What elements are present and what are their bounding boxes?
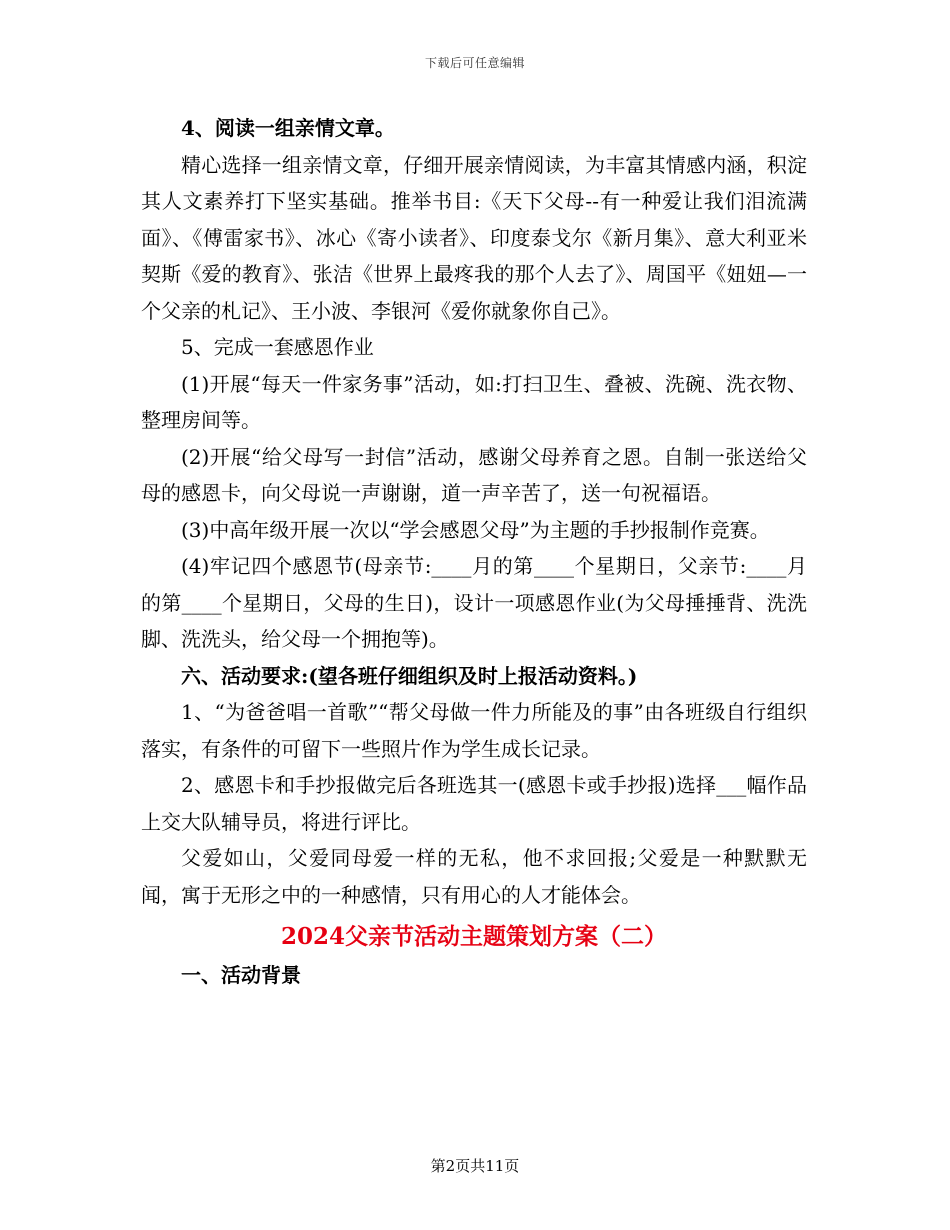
- paragraph-homework-4: (4)牢记四个感恩节(母亲节:____月的第____个星期日，父亲节:____月的第____个星期日，父母的生日)，设计一项感恩作业(为父母捶捶背、洗洗脚、洗洗头，给父母一个拥抱等)。: [141, 554, 807, 651]
- section-heading-reading: 4、阅读一组亲情文章。: [181, 116, 395, 140]
- paragraph-homework-1: (1)开展“每天一件家务事”活动，如:打扫卫生、叠被、洗碗、洗衣物、整理房间等。: [141, 371, 807, 432]
- paragraph-homework-2: (2)开展“给父母写一封信”活动，感谢父母养育之恩。自制一张送给父母的感恩卡，向父母说一声谢谢，道一声辛苦了，送一句祝福语。: [141, 444, 807, 505]
- paragraph-requirement-1: 1、“为爸爸唱一首歌”“帮父母做一件力所能及的事”由各班级自行组织落实，有条件的可留下一些照片作为学生成长记录。: [141, 700, 807, 761]
- paragraph-closing: 父爱如山，父爱同母爱一样的无私，他不求回报;父爱是一种默默无闻，寓于无形之中的一种感情，只有用心的人才能体会。: [141, 846, 807, 907]
- document-title-2: 2024父亲节活动主题策划方案（二）: [280, 923, 667, 950]
- page-number-footer: 第2页共11页: [430, 1157, 520, 1175]
- document-body: [141, 110, 807, 994]
- paragraph-homework-3: (3)中高年级开展一次以“学会感恩父母”为主题的手抄报制作竞赛。: [181, 517, 770, 542]
- section-heading-background: 一、活动背景: [181, 963, 301, 987]
- page-header-note: 下载后可任意编辑: [424, 56, 525, 70]
- section-heading-requirements: 六、活动要求:(望各班仔细组织及时上报活动资料。): [181, 663, 638, 688]
- paragraph-reading-list: 精心选择一组亲情文章，仔细开展亲情阅读，为丰富其情感内涵，积淀其人文素养打下坚实基础。推举书目:《天下父母--有一种爱让我们泪流满面》、《傅雷家书》、冰心《寄小读者》、印度泰戈尔《新月集》、意大利亚米契斯《爱的教育》、张洁《世界上最疼我的那个人去了》、周国平《妞妞—一个父亲的札记》、王小波、李银河《爱你就象你自己》。: [141, 152, 807, 323]
- section-heading-homework: 5、完成一套感恩作业: [181, 335, 374, 359]
- paragraph-requirement-2: 2、感恩卡和手抄报做完后各班选其一(感恩卡或手抄报)选择___幅作品上交大队辅导员，将进行评比。: [141, 773, 807, 834]
